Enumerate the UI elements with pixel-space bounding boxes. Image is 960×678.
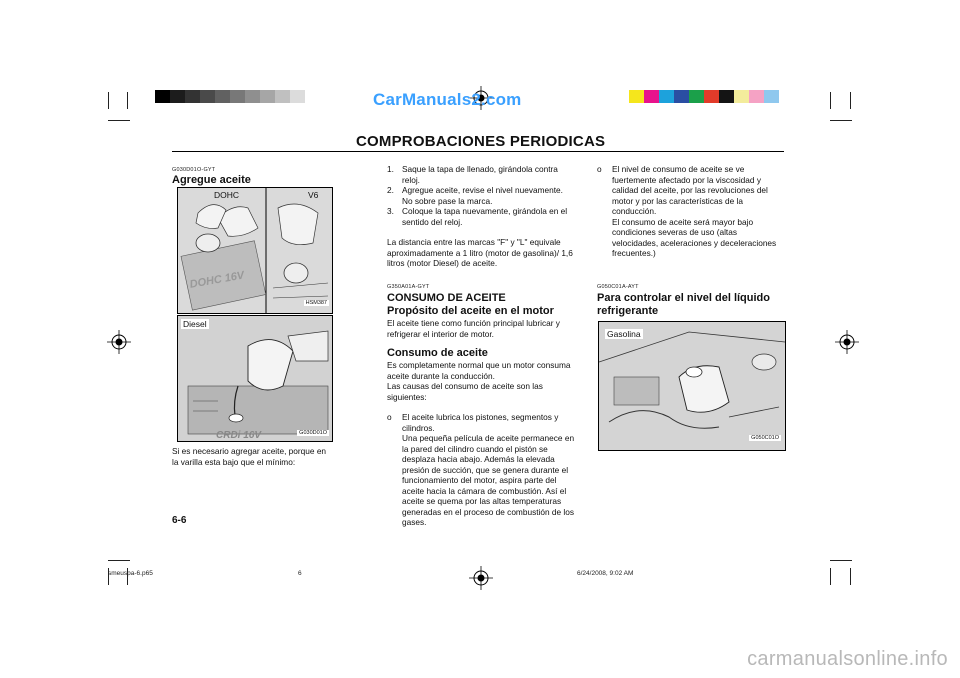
step-item (387, 185, 575, 206)
diesel-engine-illustration (178, 316, 332, 441)
registration-mark-icon (469, 566, 493, 590)
color-swatch (689, 90, 704, 103)
bullet-text: El consumo de aceite será mayor bajo condiciones severas de uso (altas velocidades, aceleraciones y deceleraciones frecuentes.) (612, 216, 777, 258)
color-swatch (629, 90, 644, 103)
crop-mark (830, 120, 852, 121)
gray-swatch (275, 90, 290, 103)
gray-swatch (290, 90, 305, 103)
gray-swatch (185, 90, 200, 103)
registration-mark-icon (835, 330, 859, 354)
section-code: G350A01A-GYT (387, 284, 430, 290)
step-number: 3. (387, 206, 394, 216)
section-title: Para controlar el nivel del líquido refrigerante (597, 292, 770, 317)
crop-mark (830, 92, 831, 109)
step-item (387, 206, 575, 227)
gray-swatch (230, 90, 245, 103)
paragraph: Las causas del consumo de aceite son las siguientes: (387, 381, 543, 402)
section-title: Agregue aceite (172, 174, 251, 186)
svg-text:CRDi 16V: CRDi 16V (216, 430, 262, 441)
engine-figure-diesel (177, 315, 333, 442)
crop-mark (850, 92, 851, 109)
gray-swatch (245, 90, 260, 103)
figure-label-gasolina: Gasolina (607, 329, 641, 339)
bullet-text: Una pequeña película de aceite permanece en la pared del cilindro cuando el pistón se desplaza hacia abajo. Además la elevada presión de succión, que se genera durante el funcionamiento del motor, aspira parte del aceite hacia la cámara de combustión. Así el aceite se quema por las altas temperaturas generadas en el proceso de combustión de los gases. (402, 433, 575, 527)
gray-calibration-strip (155, 90, 305, 103)
svg-text:DOHC 16V: DOHC 16V (188, 269, 246, 291)
registration-mark-icon (107, 330, 131, 354)
step-text: Coloque la tapa nuevamente, girándola en el sentido del reloj. (402, 206, 568, 227)
paragraph: Es completamente normal que un motor consuma aceite durante la conducción. (387, 360, 571, 381)
page-title: COMPROBACIONES PERIODICAS (356, 133, 606, 150)
color-swatch (764, 90, 779, 103)
color-swatch (719, 90, 734, 103)
page-number: 6-6 (172, 515, 187, 526)
color-swatch (749, 90, 764, 103)
section-code: G050C01A-AYT (597, 284, 639, 290)
bullet-item (597, 164, 785, 259)
figure-code: HSM387 (305, 300, 327, 306)
crop-mark (830, 560, 852, 561)
coolant-reservoir-illustration (599, 322, 785, 450)
paragraph: El aceite tiene como función principal lubricar y refrigerar el interior de motor. (387, 318, 560, 339)
crop-mark (108, 560, 130, 561)
color-swatch (734, 90, 749, 103)
paragraph: Si es necesario agregar aceite, porque en la varilla esta bajo que el mínimo: (172, 446, 327, 467)
column-2-body (387, 360, 575, 528)
figure-label-diesel: Diesel (183, 319, 207, 329)
gray-swatch (170, 90, 185, 103)
bullet-mark: o (597, 164, 602, 174)
figure-code: G050C01O (751, 435, 779, 441)
step-number: 1. (387, 164, 394, 174)
steps-list (387, 164, 575, 227)
bullet-mark: o (387, 412, 392, 422)
color-swatch (659, 90, 674, 103)
crop-mark (127, 92, 128, 109)
color-swatch (674, 90, 689, 103)
section-title: CONSUMO DE ACEITE (387, 292, 506, 304)
color-calibration-strip (629, 90, 779, 103)
figure-label-v6: V6 (308, 190, 319, 200)
crop-mark (108, 92, 109, 109)
footer-date: 6/24/2008, 9:02 AM (577, 570, 634, 577)
footer-file: smeuspa-6.p65 (108, 570, 153, 577)
bullet-text: El nivel de consumo de aceite se ve fuertemente afectado por la viscosidad y calidad del aceite, por las revoluciones del motor y por las características de la conducción. (612, 164, 768, 216)
step-text: Agregue aceite, revise el nivel nuevamente. No sobre pase la marca. (402, 185, 563, 206)
section-subtitle: Propósito del aceite en el motor (387, 305, 554, 317)
color-swatch (644, 90, 659, 103)
engine-figure-dohc-v6 (177, 187, 333, 314)
gray-swatch (200, 90, 215, 103)
gray-swatch (155, 90, 170, 103)
step-item (387, 164, 575, 185)
section-subtitle: Consumo de aceite (387, 347, 488, 359)
color-swatch (704, 90, 719, 103)
crop-mark (850, 568, 851, 585)
crop-mark (830, 568, 831, 585)
section-code: G030D01O-GYT (172, 167, 216, 173)
figure-code: G030D01O (299, 430, 327, 436)
gray-swatch (215, 90, 230, 103)
step-number: 2. (387, 185, 394, 195)
site-watermark: carmanualsonline.info (747, 648, 948, 670)
crop-mark (108, 120, 130, 121)
coolant-figure (598, 321, 786, 451)
paragraph: La distancia entre las marcas "F" y "L" equivale aproximadamente a 1 litro (motor de gasolina)/ 1,6 litros (motor Diesel) de aceite. (387, 237, 573, 268)
gray-swatch (260, 90, 275, 103)
column-3 (597, 164, 785, 259)
figure-label-dohc: DOHC (214, 190, 240, 200)
header-rule (172, 151, 784, 152)
step-text: Saque la tapa de llenado, girándola contra reloj. (402, 164, 558, 185)
footer-page: 6 (298, 570, 302, 577)
bullet-text: El aceite lubrica los pistones, segmentos y cilindros. (402, 412, 559, 433)
column-2 (387, 164, 575, 269)
engine-illustration (178, 188, 332, 313)
bullet-item (387, 412, 575, 528)
watermark: CarManuals2.com (373, 90, 522, 109)
